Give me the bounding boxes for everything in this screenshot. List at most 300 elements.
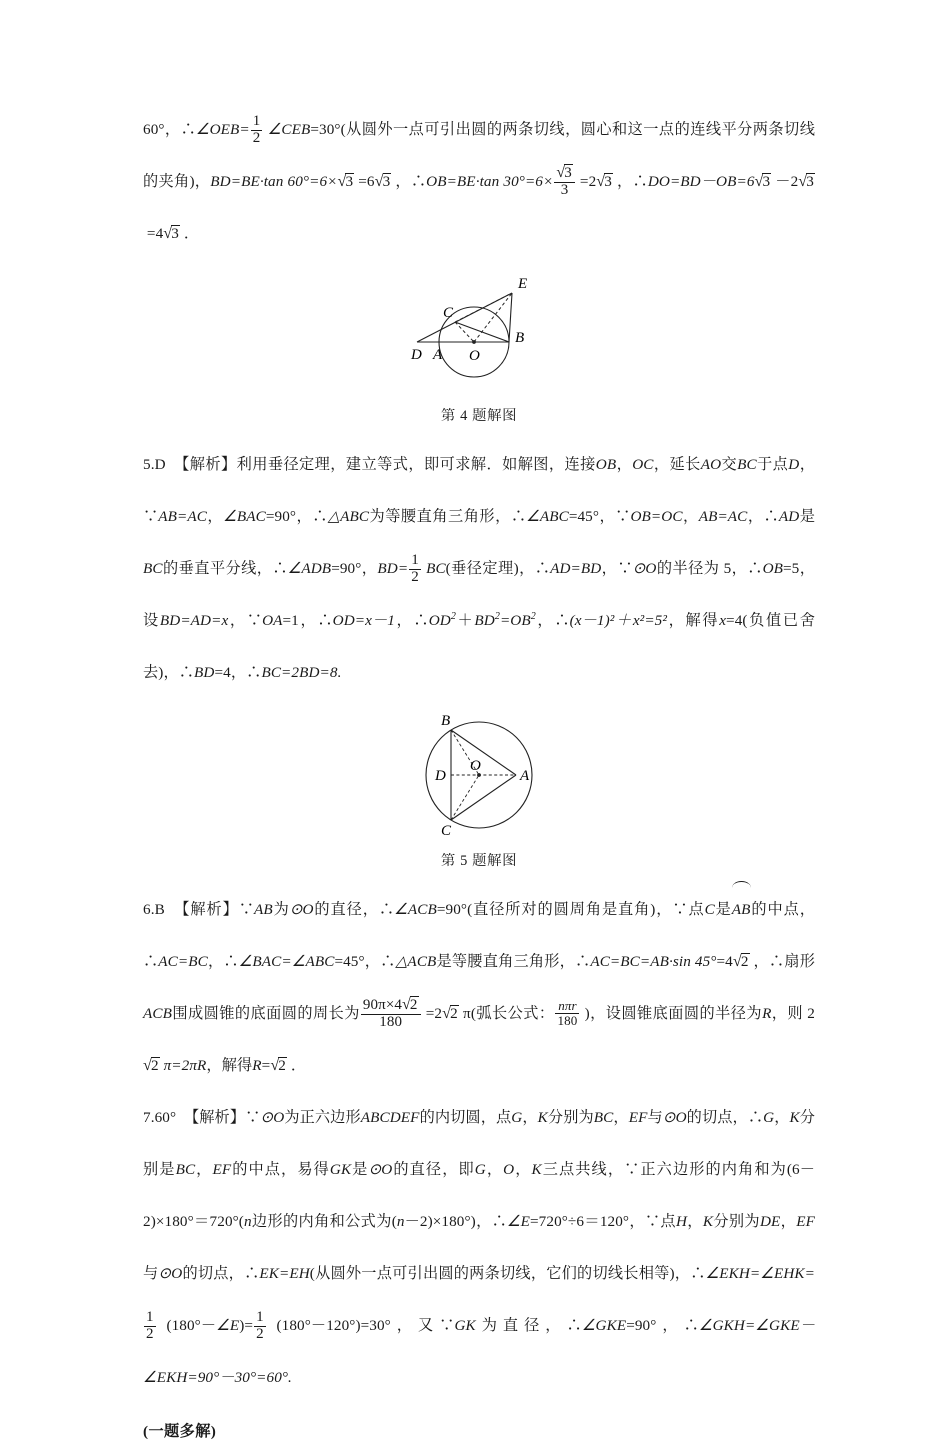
p5-bc-value: =2BD=8. xyxy=(281,664,342,681)
because-symbol-4: ∵ xyxy=(439,1317,455,1334)
radical-sign: √ xyxy=(732,953,742,970)
p6-s3: =90°(直径所对的圆周角是直角)， xyxy=(436,901,673,918)
circle-o-symbol: ⊙O xyxy=(260,1109,285,1126)
therefore-symbol-4: ∴ xyxy=(272,560,288,577)
p6-s4: 点 xyxy=(687,901,705,918)
eq-bd: =BD xyxy=(570,560,602,577)
arc-overline xyxy=(732,881,751,889)
segment-od: OD xyxy=(332,612,355,629)
fraction-numerator: 1 xyxy=(256,1308,264,1325)
eq-ac-bc-2: AC=BC= xyxy=(590,953,651,970)
p5-c13: 的垂直平分线， xyxy=(162,560,273,577)
p5-c15: (垂径定理)， xyxy=(445,560,535,577)
radical-sqrt2-num xyxy=(402,996,418,1014)
angle-bac: ∠BAC xyxy=(238,953,282,970)
p7-s21: 点 xyxy=(660,1213,676,1230)
variable-n-1: n xyxy=(243,1213,252,1230)
p4-period: ． xyxy=(183,225,200,242)
fraction-denominator: 3 xyxy=(554,182,574,199)
p5-c22: ， xyxy=(535,612,555,629)
problem7-number: 7. xyxy=(143,1109,155,1126)
p6-eq2rad2: =2 xyxy=(425,1005,443,1022)
problem6-answer: B xyxy=(154,901,165,918)
variable-n-2: n xyxy=(396,1213,405,1230)
p6-s2: 的直径， xyxy=(313,901,379,918)
angle-e-1: ∠E xyxy=(506,1213,531,1230)
p6-s7: ， xyxy=(207,953,224,970)
p5-s1: 利用垂径定理，建立等式，即可求解．如解图，连接 xyxy=(236,456,596,473)
radical-radicand: 2 xyxy=(450,1005,458,1022)
p5-c25: ， xyxy=(230,664,247,681)
because-symbol-4: ∵ xyxy=(246,612,263,629)
fraction-numerator xyxy=(554,164,574,182)
p5-c19: ， xyxy=(228,612,247,629)
eq-angle-abc: =∠ABC xyxy=(281,953,335,970)
p5-c12: 是 xyxy=(799,508,815,525)
problem4-continuation-paragraph xyxy=(143,0,815,260)
circle-o-symbol: ⊙O xyxy=(289,901,314,918)
p4-text-60deg: 60°， xyxy=(143,121,181,138)
arc-ab-symbol xyxy=(732,882,751,936)
variable-r-2: R xyxy=(252,1057,262,1074)
p5-c8: 为等腰直角三角形， xyxy=(369,508,511,525)
fraction-denominator: 2 xyxy=(411,568,419,585)
radical-sign: √ xyxy=(270,1057,280,1074)
p5-c16: ， xyxy=(601,560,618,577)
p7-s24: ， xyxy=(780,1213,797,1230)
bd-equation: BD= xyxy=(377,560,409,577)
p7-s19: －2)×180°)， xyxy=(404,1213,492,1230)
p5-c24: (负值已舍去)， xyxy=(143,612,816,681)
radical-radicand: 2 xyxy=(409,996,418,1013)
document-page xyxy=(143,0,816,1440)
segment-ad: AD xyxy=(778,508,800,525)
segment-ef-1: EF xyxy=(628,1109,648,1126)
variable-r-1: R xyxy=(762,1005,772,1022)
radical-radicand: 3 xyxy=(382,173,391,190)
fraction-denominator: 2 xyxy=(252,129,261,146)
p7-s1: 为正六边形 xyxy=(284,1109,361,1126)
p5-c9: =45°， xyxy=(568,508,616,525)
p7-s5: ， xyxy=(613,1109,629,1126)
p5-eq1: =1 xyxy=(282,612,299,629)
therefore-symbol-4: ∴ xyxy=(690,1265,706,1282)
eq-ab-ac-2: AB=AC xyxy=(698,508,748,525)
p5-c17: 的半径为 5， xyxy=(656,560,748,577)
therefore-symbol-5: ∴ xyxy=(566,1317,582,1334)
segment-ca xyxy=(451,775,516,820)
bd-tan60-expression: BD=BE·tan 60°=6× xyxy=(210,173,338,190)
p7-s8: ， xyxy=(774,1109,790,1126)
segment-ef-2: EF xyxy=(212,1161,232,1178)
ab-sin45: AB·sin 45° xyxy=(650,953,717,970)
p7-s22: ， xyxy=(687,1213,703,1230)
dashed-segment-oc xyxy=(451,775,479,820)
center-point-o xyxy=(472,340,476,344)
because-symbol-2: ∵ xyxy=(672,901,688,918)
p7-s32: 为直径， xyxy=(475,1317,567,1334)
problem5-geometry-diagram xyxy=(379,709,579,841)
comma-2: ， xyxy=(617,173,633,190)
therefore-symbol-2: ∴ xyxy=(491,1213,507,1230)
point-k-1: K xyxy=(537,1109,548,1126)
point-label-a: A xyxy=(520,768,530,784)
p7-s25: 与 xyxy=(143,1265,159,1282)
fraction-denominator: 2 xyxy=(256,1325,264,1342)
segment-bc-2: BC xyxy=(175,1161,196,1178)
pi-symbol-1: π xyxy=(463,1005,471,1022)
fraction-one-half xyxy=(251,114,263,147)
problem5-answer: D xyxy=(154,456,166,473)
p5-c20: ， xyxy=(298,612,318,629)
angle-acb: ∠ACB xyxy=(394,901,437,918)
problem5-paragraph xyxy=(143,439,815,699)
radical-radicand: 2 xyxy=(278,1057,286,1074)
point-o-1: O xyxy=(503,1161,515,1178)
therefore-symbol-2: ∴ xyxy=(410,173,427,190)
point-label-o: O xyxy=(469,348,480,364)
fraction-numerator: 1 xyxy=(146,1308,154,1325)
angle-e-2: ∠E xyxy=(216,1317,240,1334)
fraction-arc-length xyxy=(361,996,421,1031)
therefore-symbol-6: ∴ xyxy=(683,1317,699,1334)
radical-sign: √ xyxy=(556,163,566,181)
segment-ba xyxy=(451,730,516,775)
analysis-tag: 【解析】 xyxy=(174,456,237,473)
problem6-paragraph xyxy=(143,882,815,1092)
point-c: C xyxy=(704,901,715,918)
p7-s16: 三点共线， xyxy=(541,1161,625,1178)
p7-s31: 又 xyxy=(417,1317,440,1334)
eq-ab-ac: AB=AC xyxy=(158,508,208,525)
hexagon-abcdef: ABCDEF xyxy=(360,1109,420,1126)
fraction-numerator: 1 xyxy=(411,551,419,568)
point-g-1: G xyxy=(511,1109,523,1126)
point-label-c: C xyxy=(443,305,454,321)
fraction-denominator: 180 xyxy=(361,1014,421,1031)
p6-s9: 是等腰直角三角形， xyxy=(436,953,576,970)
angle-gkh: ∠GKH xyxy=(698,1317,745,1334)
p7-s20: =720°÷6＝120°， xyxy=(530,1213,645,1230)
comma-1: ， xyxy=(395,173,411,190)
segment-ob-2: OB xyxy=(630,508,651,525)
p7-s27: (从圆外一点可引出圆的两条切线，它们的切线长相等)， xyxy=(309,1265,691,1282)
segment-bc-2: BC xyxy=(143,560,163,577)
because-symbol-1: ∵ xyxy=(245,1109,261,1126)
p7-s29: )= xyxy=(239,1317,254,1334)
problem4-geometry-diagram xyxy=(379,268,579,394)
p6-s15: ，则 2 xyxy=(771,1005,815,1022)
bd-squared xyxy=(474,612,500,629)
p7-s18: 边形的内角和公式为( xyxy=(251,1213,397,1230)
p7-s15: ， xyxy=(514,1161,532,1178)
point-d: D xyxy=(788,456,800,473)
analysis-tag: 【解析】 xyxy=(183,1109,246,1126)
problem4-figure-caption: 第 4 题解图 xyxy=(440,408,518,424)
p7-s11: 的中点，易得 xyxy=(231,1161,330,1178)
fraction-denominator: 2 xyxy=(146,1325,154,1342)
p5-bd-value: =4 xyxy=(214,664,231,681)
point-label-c: C xyxy=(441,823,452,839)
segment-ad-2: AD xyxy=(550,560,571,577)
bd-base: BD xyxy=(474,612,495,629)
p5-c18: ，设 xyxy=(143,560,816,629)
radical-radicand: 3 xyxy=(604,173,612,190)
p5-c10: ， xyxy=(682,508,699,525)
variable-x: x xyxy=(719,612,727,629)
because-symbol-3: ∵ xyxy=(644,1213,661,1230)
radical-radicand: 3 xyxy=(171,225,179,242)
p7-s4: 分别为 xyxy=(547,1109,594,1126)
radical-sign: √ xyxy=(798,173,808,190)
radical-sqrt3-b xyxy=(375,156,392,208)
therefore-symbol-6: ∴ xyxy=(747,560,763,577)
p5-plus: ＋ xyxy=(455,612,475,629)
therefore-symbol-9: ∴ xyxy=(554,612,570,629)
eq-ac-bc: AC=BC xyxy=(158,953,208,970)
p5-c6: ， xyxy=(207,508,224,525)
p5-c21: ， xyxy=(394,612,414,629)
final-equation: =∠GKE－∠EKH=90°－30°=60°. xyxy=(143,1317,815,1386)
radical-sign: √ xyxy=(163,225,173,242)
p6-s14: )，设圆锥底面圆的半径为 xyxy=(584,1005,763,1022)
therefore-symbol-5: ∴ xyxy=(534,560,551,577)
fraction-numerator: 1 xyxy=(252,112,261,129)
circle-o-symbol-2: ⊙O xyxy=(662,1109,687,1126)
segment-bd-final: BD xyxy=(194,664,215,681)
p5-c23: ，解得 xyxy=(667,612,720,629)
segment-ob: OB xyxy=(595,456,617,473)
angle-oeb-label: ∠OEB= xyxy=(195,121,250,138)
segment-gk-2: GK xyxy=(454,1317,476,1334)
p4-eq4-text: =4 xyxy=(146,225,164,242)
radical-radicand: 2 xyxy=(150,1057,159,1074)
because-symbol-2: ∵ xyxy=(624,1161,640,1178)
footer-note: (一题多解) xyxy=(143,1423,217,1440)
therefore-symbol-10: ∴ xyxy=(178,664,195,681)
exponent-2: 2 xyxy=(450,610,456,622)
point-h-1: H xyxy=(675,1213,688,1230)
p5-c3: 交 xyxy=(721,456,738,473)
problem7-paragraph xyxy=(143,1092,815,1404)
therefore-symbol-7: ∴ xyxy=(317,612,333,629)
p7-s14: ， xyxy=(485,1161,504,1178)
problem6-number: 6. xyxy=(143,901,155,918)
p5-c2: ，延长 xyxy=(653,456,701,473)
segment-bc: BC xyxy=(737,456,757,473)
segment-ef-3: EF xyxy=(796,1213,815,1230)
eq-ek-eh: EK=EH xyxy=(259,1265,310,1282)
segment-ob-3: OB xyxy=(762,560,784,577)
p7-s17: 正六边形的内角和为(6－2)×180°＝720°( xyxy=(143,1161,816,1230)
arc-numerator-text: 90π×4 xyxy=(362,996,403,1013)
point-k-3: K xyxy=(531,1161,542,1178)
p6-s12: 围成圆锥的底面圆的周长为 xyxy=(171,1005,360,1022)
segment-ab: AB xyxy=(254,901,273,918)
point-label-o: O xyxy=(470,758,481,774)
p4-eq30-text: =30°(从圆外一点可引出圆的两条切线，圆心和这一点的连线平分两条切线的夹角)， xyxy=(143,121,815,190)
fraction-denominator: 180 xyxy=(557,1013,578,1029)
radical-sqrt3-e xyxy=(798,156,815,208)
p7-s3: ， xyxy=(522,1109,538,1126)
eq-oc: =OC xyxy=(650,508,683,525)
circle-o-symbol-3: ⊙O xyxy=(368,1161,393,1178)
exponent-2: 2 xyxy=(494,610,500,622)
p6-s10: ， xyxy=(753,953,769,970)
therefore-symbol: ∴ xyxy=(180,121,196,138)
radical-radicand: 3 xyxy=(564,164,572,181)
segment-gk: GK xyxy=(329,1161,352,1178)
therefore-symbol-4: ∴ xyxy=(380,953,396,970)
point-label-b: B xyxy=(441,713,451,729)
analysis-tag: 【解析】 xyxy=(174,901,239,918)
p6-s6: 的中点， xyxy=(750,901,815,918)
dashed-segment-oe xyxy=(474,293,512,342)
radical-radicand: 2 xyxy=(740,953,749,970)
point-g-3: G xyxy=(474,1161,486,1178)
triangle-acb: △ACB xyxy=(395,953,437,970)
ob-tan30-expression: OB=BE·tan 30°=6× xyxy=(426,173,554,190)
radical-sign: √ xyxy=(337,173,347,190)
fraction-arc-formula xyxy=(555,999,579,1028)
p7-s30: (180°－120°)=30°， xyxy=(276,1317,418,1334)
segment-bc-final: BC xyxy=(261,664,282,681)
angle-bac: ∠BAC xyxy=(223,508,266,525)
therefore-symbol-2: ∴ xyxy=(143,953,159,970)
segment-bc-3: BC xyxy=(426,560,446,577)
radical-sign: √ xyxy=(596,173,606,190)
radical-sqrt3-f xyxy=(163,208,180,260)
therefore-symbol-3: ∴ xyxy=(632,173,648,190)
angle-abc: ∠ABC xyxy=(526,508,569,525)
angle-ekh: ∠EKH xyxy=(705,1265,750,1282)
radical-radicand: 3 xyxy=(345,173,354,190)
p7-s28: (180°－ xyxy=(166,1317,217,1334)
od-squared xyxy=(429,612,456,629)
fraction-one-half-3 xyxy=(144,1310,156,1343)
fraction-one-half-4 xyxy=(254,1310,266,1343)
radical-sign: √ xyxy=(754,173,764,190)
segment-ao: AO xyxy=(700,456,722,473)
radical-sqrt3-frac xyxy=(556,164,572,182)
point-k-2: K xyxy=(789,1109,800,1126)
pi-equation: π=2πR xyxy=(163,1057,207,1074)
point-label-a: A xyxy=(433,347,443,363)
p7-s2: 的内切圆，点 xyxy=(419,1109,512,1126)
circle-o-symbol: ⊙O xyxy=(632,560,657,577)
p7-s10: ， xyxy=(195,1161,213,1178)
therefore-symbol-5: ∴ xyxy=(575,953,591,970)
p6-eq4rad2: =4 xyxy=(716,953,733,970)
therefore-symbol-8: ∴ xyxy=(413,612,429,629)
p5-c7: =90°， xyxy=(265,508,313,525)
p7-s26: 的切点， xyxy=(182,1265,245,1282)
radical-sqrt3-a xyxy=(338,156,355,208)
p4-eq2rad-text: =2 xyxy=(579,173,597,190)
angle-adb: ∠ADB xyxy=(287,560,332,577)
segment-de: DE xyxy=(759,1213,781,1230)
radical-sqrt2-c xyxy=(143,1040,160,1092)
problem4-figure xyxy=(143,268,815,394)
p5-x-value: =4 xyxy=(726,612,743,629)
p4-eq6rad-text: =6 xyxy=(358,173,375,190)
p5-c11: ， xyxy=(747,508,764,525)
radical-sqrt3-d xyxy=(755,156,772,208)
p6-s16: ，解得 xyxy=(206,1057,253,1074)
fraction-numerator: nπr xyxy=(558,998,577,1014)
therefore-symbol-3: ∴ xyxy=(223,953,239,970)
because-symbol-3: ∵ xyxy=(617,560,633,577)
p7-s13: 的直径，即 xyxy=(392,1161,475,1178)
radical-sqrt2-d xyxy=(270,1040,287,1092)
p5-c5: ， xyxy=(799,456,815,473)
radical-sign: √ xyxy=(442,1005,452,1022)
p5-c4: 于点 xyxy=(756,456,789,473)
p5-c14: =90°， xyxy=(331,560,378,577)
arc-label: AB xyxy=(731,901,751,918)
point-g-2: G xyxy=(763,1109,775,1126)
p6-s5: 是 xyxy=(714,901,732,918)
because-symbol-2: ∵ xyxy=(615,508,631,525)
p7-s7: 的切点， xyxy=(686,1109,748,1126)
fraction-numerator xyxy=(361,996,421,1014)
do-expression: =BD－OB=6 xyxy=(669,173,755,190)
problem7-answer: 60° xyxy=(154,1109,177,1126)
radical-radicand: 3 xyxy=(762,173,771,190)
line-eb-tangent xyxy=(509,293,512,342)
ob-base: =OB xyxy=(499,612,531,629)
radical-sign: √ xyxy=(374,173,384,190)
p4-minus2-text: －2 xyxy=(775,173,799,190)
p5-c1: ， xyxy=(616,456,633,473)
p7-s23: 分别为 xyxy=(713,1213,760,1230)
p6-s13: (弧长公式： xyxy=(470,1005,555,1022)
do-label: DO xyxy=(647,173,670,190)
p6-s8: =45°， xyxy=(334,953,381,970)
sector-acb: ACB xyxy=(143,1005,172,1022)
therefore-symbol-2: ∴ xyxy=(510,508,527,525)
problem5-figure xyxy=(143,709,815,841)
radical-sign: √ xyxy=(402,995,411,1013)
p7-s9: 分别是 xyxy=(143,1109,816,1178)
therefore-symbol-11: ∴ xyxy=(246,664,262,681)
therefore-symbol-6: ∴ xyxy=(768,953,785,970)
quadratic-equation: (x－1)²＋x²=5² xyxy=(569,612,668,629)
eq-angle-ehk: =∠EHK= xyxy=(749,1265,815,1282)
therefore-symbol-3: ∴ xyxy=(763,508,779,525)
eq-x-minus-1: =x－1 xyxy=(354,612,395,629)
p7-s6: 与 xyxy=(647,1109,663,1126)
p6-s17: ． xyxy=(290,1057,307,1074)
radical-sqrt3-c xyxy=(596,156,613,208)
p7-s33: =90°， xyxy=(626,1317,684,1334)
eq-ob-squared xyxy=(500,612,536,629)
triangle-abc: △ABC xyxy=(327,508,370,525)
problem5-figure-caption: 第 5 题解图 xyxy=(440,853,518,869)
angle-gke: ∠GKE xyxy=(581,1317,627,1334)
p6-s11: 扇形 xyxy=(784,953,815,970)
p6-r2-equals: = xyxy=(261,1057,271,1074)
angle-ceb-label: ∠CEB xyxy=(267,121,311,138)
circle-o-symbol-4: ⊙O xyxy=(158,1265,183,1282)
point-label-e: E xyxy=(518,276,528,292)
because-symbol-1: ∵ xyxy=(143,508,159,525)
therefore-symbol-3: ∴ xyxy=(244,1265,260,1282)
radical-sqrt2-b xyxy=(442,988,459,1040)
problem5-number: 5. xyxy=(143,456,155,473)
therefore-symbol-1: ∴ xyxy=(747,1109,764,1126)
segment-bc-1: BC xyxy=(593,1109,614,1126)
